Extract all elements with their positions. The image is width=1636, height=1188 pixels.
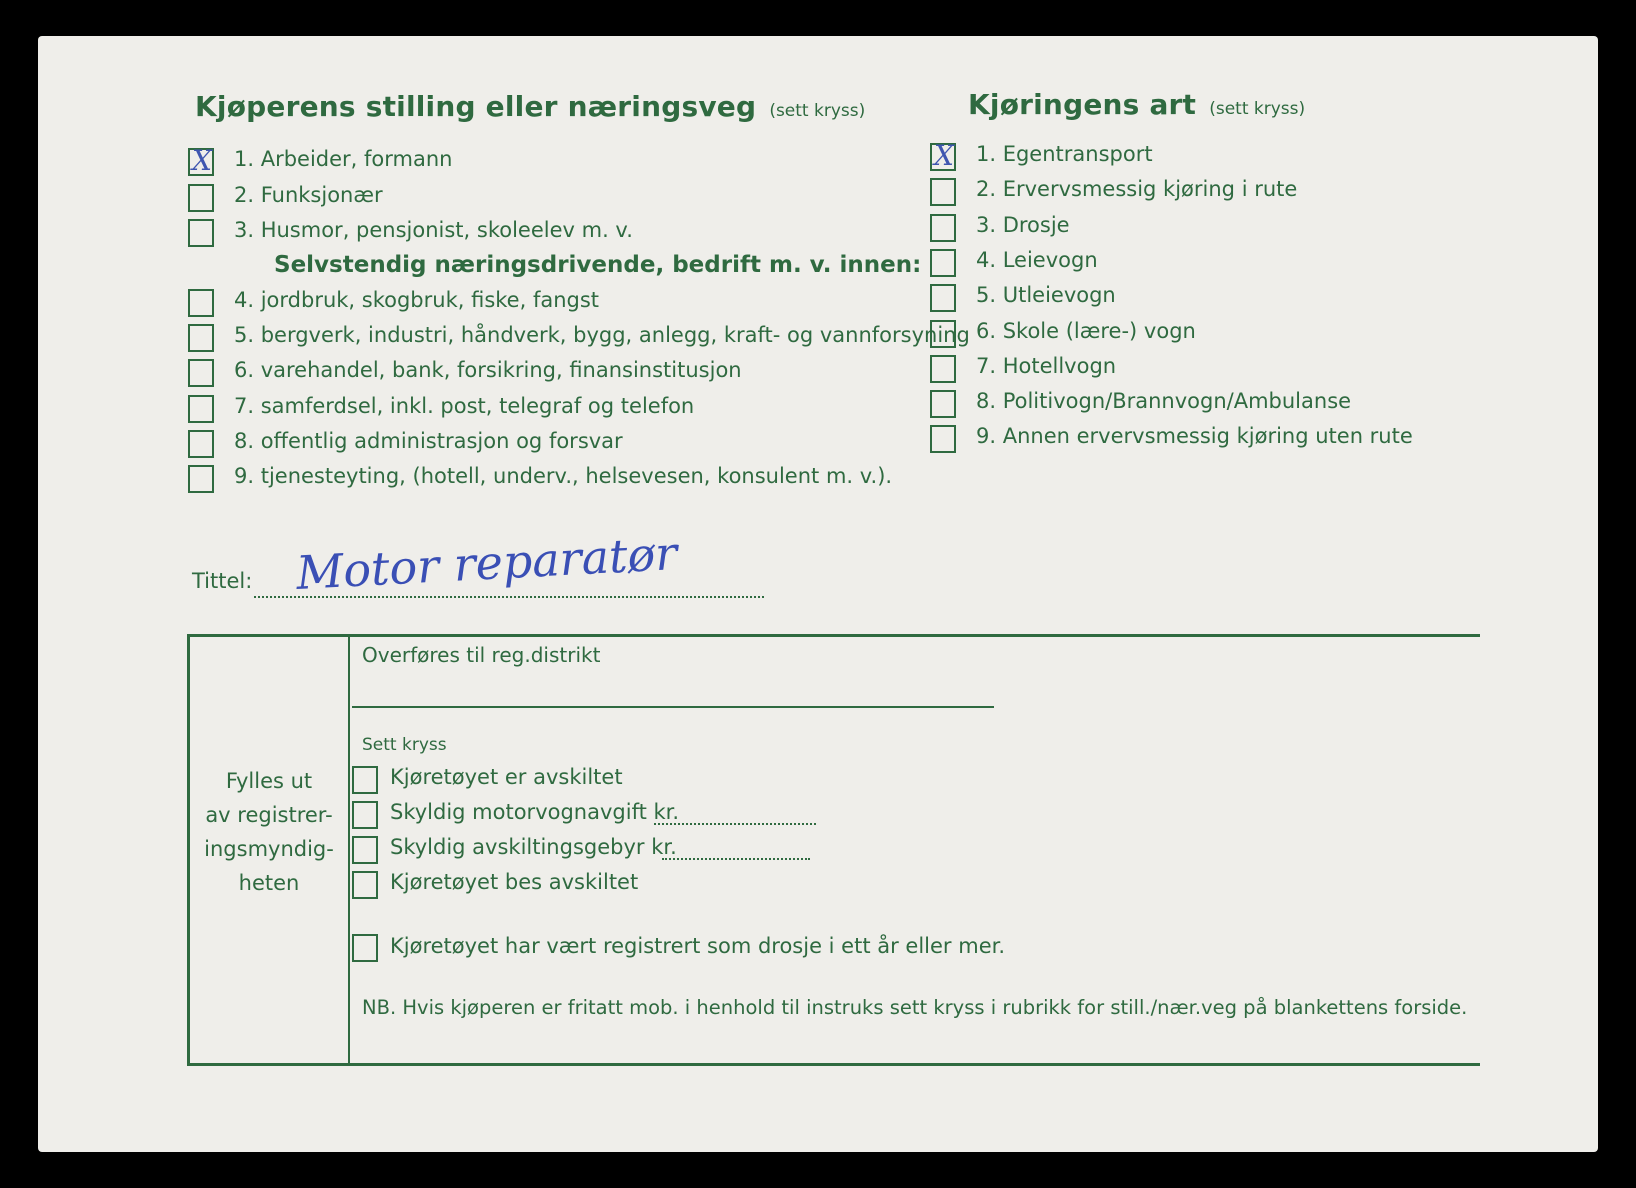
drosje-label: Kjøretøyet har vært registrert som drosje i ett år eller mer. [390, 934, 1005, 958]
sett-kryss-label: Sett kryss [362, 735, 447, 755]
registry-checkbox-3[interactable] [352, 836, 378, 864]
overfores-label: Overføres til reg.distrikt [362, 643, 601, 667]
industry-checkbox-6[interactable] [188, 465, 214, 493]
registry-label-3: Skyldig avskiltingsgebyr kr. [390, 835, 677, 859]
driving-type-checkbox-7[interactable] [930, 355, 956, 383]
driving-type-checkbox-1[interactable] [930, 139, 956, 172]
driving-type-label-2: 2. Ervervsmessig kjøring i rute [976, 177, 1298, 202]
driving-type-checkbox-4[interactable] [930, 249, 956, 277]
industry-checkbox-2[interactable] [188, 324, 214, 352]
industry-checkbox-4[interactable] [188, 395, 214, 423]
overfores-line [352, 706, 994, 708]
right-heading-row [968, 88, 1305, 121]
occupation-label-3: 3. Husmor, pensjonist, skoleelev m. v. [234, 218, 633, 242]
occupation-checkbox-1[interactable] [188, 144, 214, 177]
avskiltingsgebyr-dotted-line [662, 858, 810, 860]
left-heading-note: (sett kryss) [769, 101, 866, 121]
registry-side-label [190, 764, 348, 900]
driving-type-label-4: 4. Leievogn [976, 247, 1098, 272]
nb-note: NB. Hvis kjøperen er fritatt mob. i henhold til instruks sett kryss i rubrikk for still./nær.veg på blankettens forside. [362, 996, 1468, 1019]
driving-type-label-1: 1. Egentransport [976, 142, 1153, 166]
occupation-checkbox-2[interactable] [188, 184, 214, 212]
tittel-handwritten-value[interactable]: Motor reparatør [294, 526, 679, 600]
industry-label-3: 6. varehandel, bank, forsikring, finansinstitusjon [234, 358, 742, 383]
driving-type-label-3: 3. Drosje [976, 212, 1070, 237]
industry-label-2: 5. bergverk, industri, håndverk, bygg, anlegg, kraft- og vannforsyning [234, 323, 970, 348]
side-label-line-3: ingsmyndig- [204, 837, 334, 861]
form-paper [38, 36, 1598, 1152]
driving-type-label-5: 5. Utleievogn [976, 283, 1116, 308]
industry-checkbox-5[interactable] [188, 430, 214, 458]
driving-type-checkbox-5[interactable] [930, 284, 956, 312]
registry-label-2: Skyldig motorvognavgift kr. [390, 800, 680, 824]
registry-checkbox-2[interactable] [352, 801, 378, 829]
driving-type-label-8: 8. Politivogn/Brannvogn/Ambulanse [976, 389, 1352, 414]
x-check-mark: X [192, 144, 212, 177]
driving-type-checkbox-3[interactable] [930, 214, 956, 242]
industry-checkbox-1[interactable] [188, 289, 214, 317]
side-label-line-2: av registrer- [205, 803, 333, 827]
registry-top-rule [187, 634, 1480, 637]
industry-checkbox-3[interactable] [188, 359, 214, 387]
tittel-label: Tittel: [192, 569, 253, 593]
side-label-line-4: heten [238, 871, 300, 895]
driving-type-checkbox-6[interactable] [930, 320, 956, 348]
left-heading-row [195, 90, 865, 123]
occupation-label-1: 1. Arbeider, formann [234, 147, 453, 171]
driving-type-checkbox-8[interactable] [930, 390, 956, 418]
driving-type-label-9: 9. Annen ervervsmessig kjøring uten rute [976, 424, 1413, 449]
x-check-mark: X [934, 139, 954, 172]
occupation-label-2: 2. Funksjonær [234, 182, 383, 207]
driving-type-label-7: 7. Hotellvogn [976, 353, 1117, 378]
side-label-line-1: Fylles ut [225, 769, 313, 793]
right-heading: Kjøringens art [968, 88, 1197, 121]
driving-type-checkbox-2[interactable] [930, 178, 956, 206]
industry-label-5: 8. offentlig administrasjon og forsvar [234, 428, 623, 453]
occupation-checkbox-3[interactable] [188, 219, 214, 247]
registry-divider [348, 634, 350, 1066]
industry-label-6: 9. tjenesteyting, (hotell, underv., helsevesen, konsulent m. v.). [234, 464, 893, 488]
industry-label-4: 7. samferdsel, inkl. post, telegraf og telefon [234, 393, 695, 418]
industry-label-1: 4. jordbruk, skogbruk, fiske, fangst [234, 288, 600, 312]
registry-label-1: Kjøretøyet er avskiltet [390, 765, 623, 789]
driving-type-checkbox-9[interactable] [930, 425, 956, 453]
left-heading: Kjøperens stilling eller næringsveg [195, 90, 757, 123]
registry-bottom-rule [187, 1063, 1480, 1066]
drosje-checkbox[interactable] [352, 934, 378, 962]
right-heading-note: (sett kryss) [1209, 99, 1306, 119]
motorvognavgift-dotted-line [654, 823, 816, 825]
registry-checkbox-1[interactable] [352, 766, 378, 794]
left-subheading: Selvstendig næringsdrivende, bedrift m. v. innen: [274, 252, 922, 278]
registry-label-4: Kjøretøyet bes avskiltet [390, 870, 639, 894]
registry-checkbox-4[interactable] [352, 871, 378, 899]
driving-type-label-6: 6. Skole (lære-) vogn [976, 318, 1196, 343]
